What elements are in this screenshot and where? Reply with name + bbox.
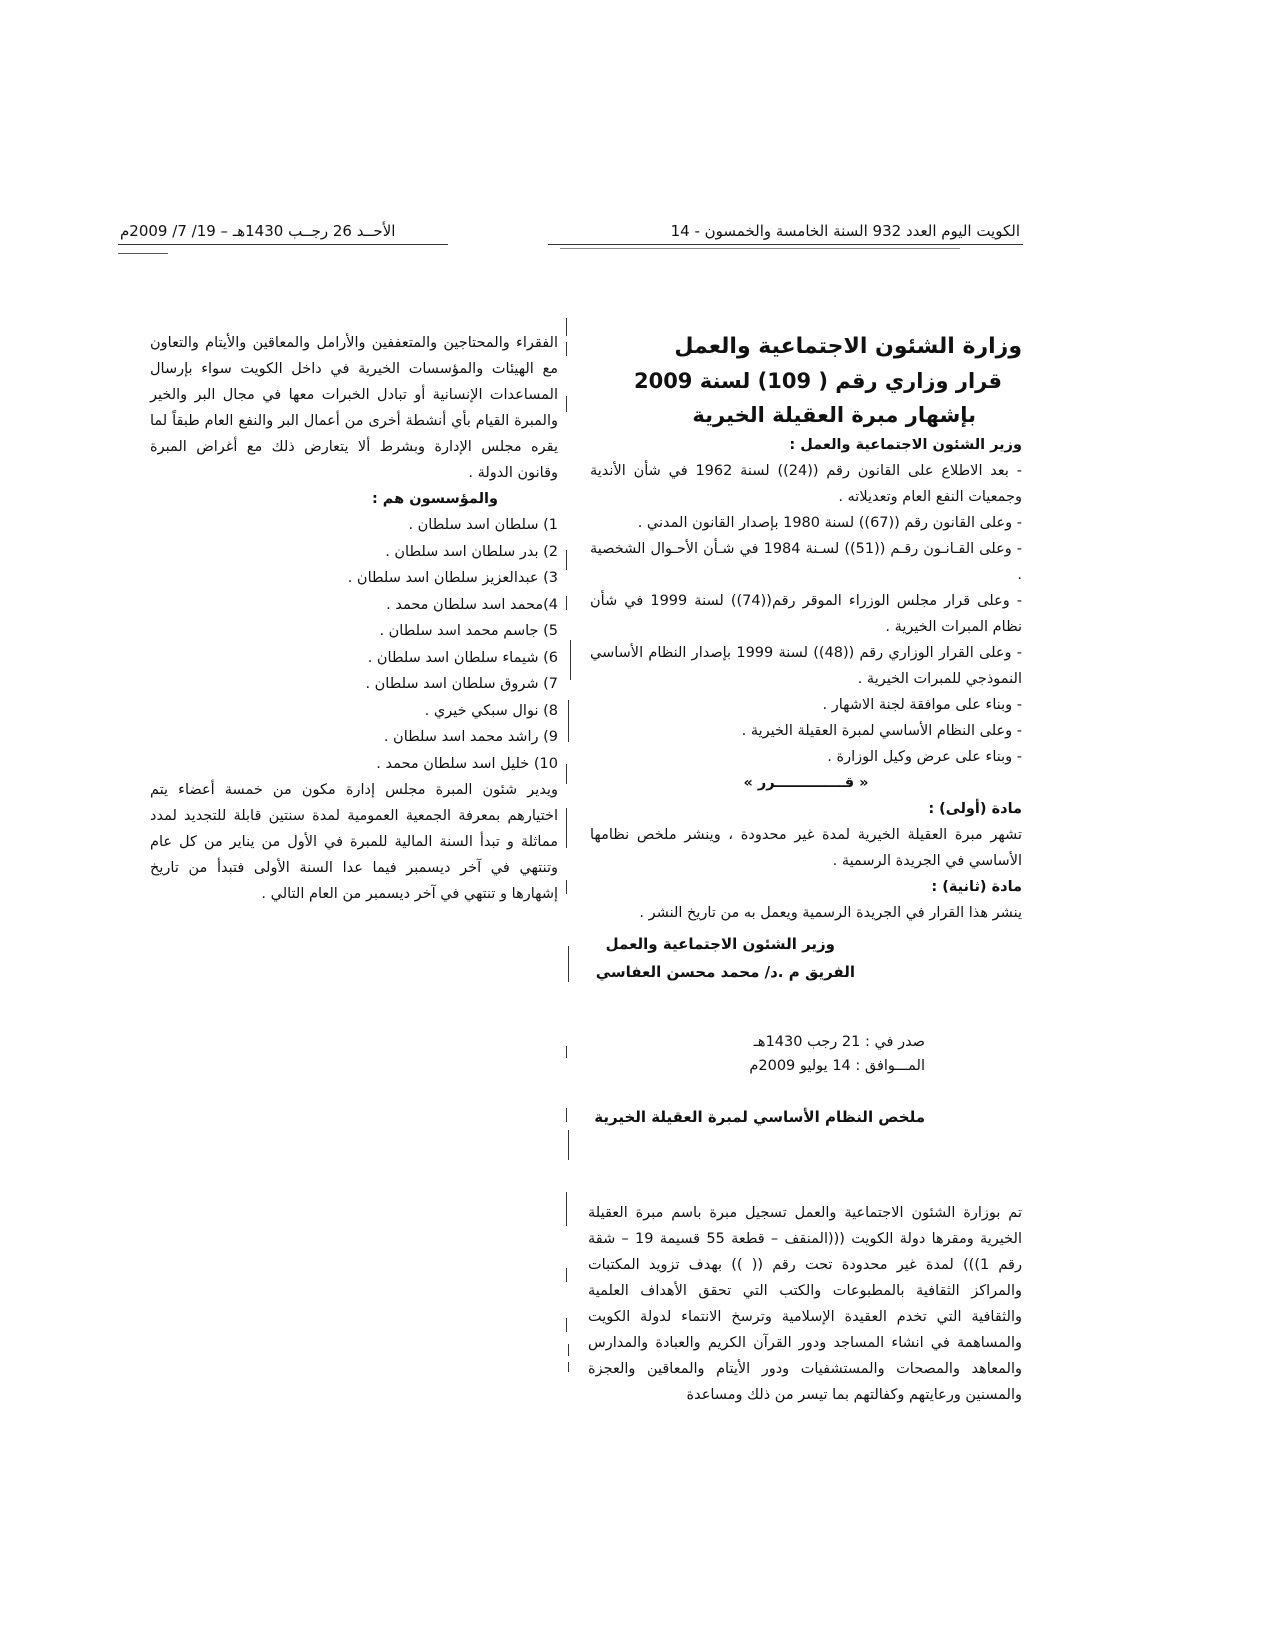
summary-title: ملخص النظام الأساسي لمبرة العقيلة الخيرية xyxy=(594,1108,925,1126)
founder-item: 6) شيماء سلطان اسد سلطان . xyxy=(367,649,558,666)
continuation-text: الفقراء والمحتاجين والمتعففين والأرامل والمعاقين والأيتام والتعاون مع الهيئات والمؤسسات الخيرية في داخل الكويت سواء بإرسال المساعدات الإنسانية أو تبادل الخبرات معها في مجال البر والخير والمبرة القيام بأي أنشطة أخرى من أعمال البر والنفع العام طبقاً لما يقره مجلس الإدارة وبشرط ألا يتعارض ذلك مع أغراض المبرة وقانون الدولة . xyxy=(150,335,558,481)
header-rule-left-2 xyxy=(118,253,168,254)
column-mark xyxy=(568,1130,569,1160)
column-mark xyxy=(570,640,571,680)
header-date: الأحــد 26 رجــب 1430هـ – 19/ 7/ 2009م xyxy=(120,222,396,240)
founders-list xyxy=(150,512,558,777)
column-mark xyxy=(566,1108,567,1122)
issued-hijri: صدر في : 21 رجب 1430هـ xyxy=(753,1034,925,1050)
header-rule-right-2 xyxy=(560,248,960,249)
founder-item: 10) خليل اسد سلطان محمد . xyxy=(376,755,558,772)
column-mark xyxy=(566,396,567,412)
article2-text: ينشر هذا القرار في الجريدة الرسمية ويعمل به من تاريخ النشر . xyxy=(639,905,1022,921)
column-mark xyxy=(566,1318,567,1332)
ministry-title: وزارة الشئون الاجتماعية والعمل xyxy=(674,334,1022,359)
decides-heading: « قــــــــــــــرر » xyxy=(743,775,869,791)
preamble-list xyxy=(590,458,1022,770)
column-mark xyxy=(566,808,567,848)
column-mark xyxy=(566,764,567,784)
header-rule-right xyxy=(548,244,1023,245)
article1-text: تشهر مبرة العقيلة الخيرية لمدة غير محدودة ، وينشر ملخص نظامها الأساسي في الجريدة الرسمية . xyxy=(590,827,1022,869)
founder-item: 3) عبدالعزيز سلطان اسد سلطان . xyxy=(347,570,558,586)
minister-intro: وزير الشئون الاجتماعية والعمل : xyxy=(789,437,1022,453)
signature-name: الفريق م .د/ محمد محسن العفاسي xyxy=(595,963,855,981)
signature-block xyxy=(595,930,855,986)
issued-gregorian: المـــوافق : 14 يوليو 2009م xyxy=(749,1058,925,1074)
preamble-item: - وعلى النظام الأساسي لمبرة العقيلة الخيرية . xyxy=(741,723,1022,739)
column-mark xyxy=(566,318,567,336)
column-mark xyxy=(568,1344,569,1356)
decision-title: قرار وزاري رقم ( 109) لسنة 2009 xyxy=(633,369,1002,393)
founder-item: 9) راشد محمد اسد سلطان . xyxy=(383,729,558,745)
column-mark xyxy=(568,946,569,982)
preamble-item: - وبناء على عرض وكيل الوزارة . xyxy=(827,749,1022,765)
preamble-item: - وبناء على موافقة لجنة الاشهار . xyxy=(822,697,1022,713)
founder-item: 5) جاسم محمد اسد سلطان . xyxy=(379,623,558,639)
decree-column xyxy=(590,330,1022,926)
continuation-column xyxy=(150,330,558,907)
column-mark xyxy=(566,596,567,610)
signature-title: وزير الشئون الاجتماعية والعمل xyxy=(605,935,835,953)
decision-subject: بإشهار مبرة العقيلة الخيرية xyxy=(692,403,976,427)
column-mark xyxy=(568,1362,569,1372)
issued-block xyxy=(749,1030,925,1078)
article1-title: مادة (أولى) : xyxy=(928,801,1022,817)
column-mark xyxy=(566,880,567,894)
header-issue-info: الكويت اليوم العدد 932 السنة الخامسة والخمسون - 14 xyxy=(670,222,1020,240)
article2-title: مادة (ثانية) : xyxy=(931,879,1022,895)
preamble-item: - وعلى القانون رقم ((67)) لسنة 1980 بإصدار القانون المدني . xyxy=(637,515,1022,531)
column-mark xyxy=(566,1192,567,1226)
summary-text: تم بوزارة الشئون الاجتماعية والعمل تسجيل مبرة باسم مبرة العقيلة الخيرية ومقرها دولة الكويت (((المنقف – قطعة 55 قسيمة 19 – شقة رقم 1))) لمدة غير محدودة تحت رقم (( )) بهدف تزويد المكتبات والمراكز الثقافية بالمطبوعات والكتب التي تحقق الأهداف العلمية والثقافية التي تخدم العقيدة الإسلامية وترسخ الانتماء لدولة الكويت والمساهمة في انشاء المساجد ودور القرآن الكريم والعبادة والمدارس والمعاهد والمصحات والمستشفيات ودور الأيتام والمعاقين والعجزة والمسنين ورعايتهم وكفالتهم بما تيسر من ذلك ومساعدة xyxy=(588,1205,1022,1403)
header-rule-left xyxy=(118,244,448,245)
preamble-item: - وعلى القـانـون رقـم ((51)) لسـنة 1984 في شـأن الأحـوال الشخصية . xyxy=(590,541,1022,583)
column-mark xyxy=(566,1046,567,1058)
founder-item: 2) بدر سلطان اسد سلطان . xyxy=(385,543,558,560)
board-text: ويدير شئون المبرة مجلس إدارة مكون من خمسة أعضاء يتم اختيارهم بمعرفة الجمعية العمومية لمدة سنتين قابلة للتجديد لمدد مماثلة و تبدأ السنة المالية للمبرة في الأول من يناير من كل عام وتنتهي في آخر ديسمبر فيما عدا السنة الأولى فتبدأ من تاريخ إشهارها و تنتهي في آخر ديسمبر من العام التالي . xyxy=(150,782,558,902)
preamble-item: - وعلى قرار مجلس الوزراء الموقر رقم((74)) لسنة 1999 في شأن نظام المبرات الخيرية . xyxy=(590,593,1023,635)
column-mark xyxy=(566,342,567,356)
column-mark xyxy=(568,700,569,742)
founders-title: والمؤسسون هم : xyxy=(371,491,498,507)
preamble-item: - بعد الاطلاع على القانون رقم ((24)) لسنة 1962 في شأن الأندية وجمعيات النفع العام وتعديلاته . xyxy=(590,463,1022,505)
column-mark xyxy=(566,550,567,570)
column-mark xyxy=(566,1268,567,1282)
preamble-item: - وعلى القرار الوزاري رقم ((48)) لسنة 1999 بإصدار النظام الأساسي النموذجي للمبرات الخيرية . xyxy=(590,645,1022,687)
founder-item: 8) نوال سبكي خيري . xyxy=(424,702,558,719)
founder-item: 1) سلطان اسد سلطان . xyxy=(408,517,558,533)
founder-item: 4)محمد اسد سلطان محمد . xyxy=(386,596,558,613)
founder-item: 7) شروق سلطان اسد سلطان . xyxy=(365,676,558,692)
